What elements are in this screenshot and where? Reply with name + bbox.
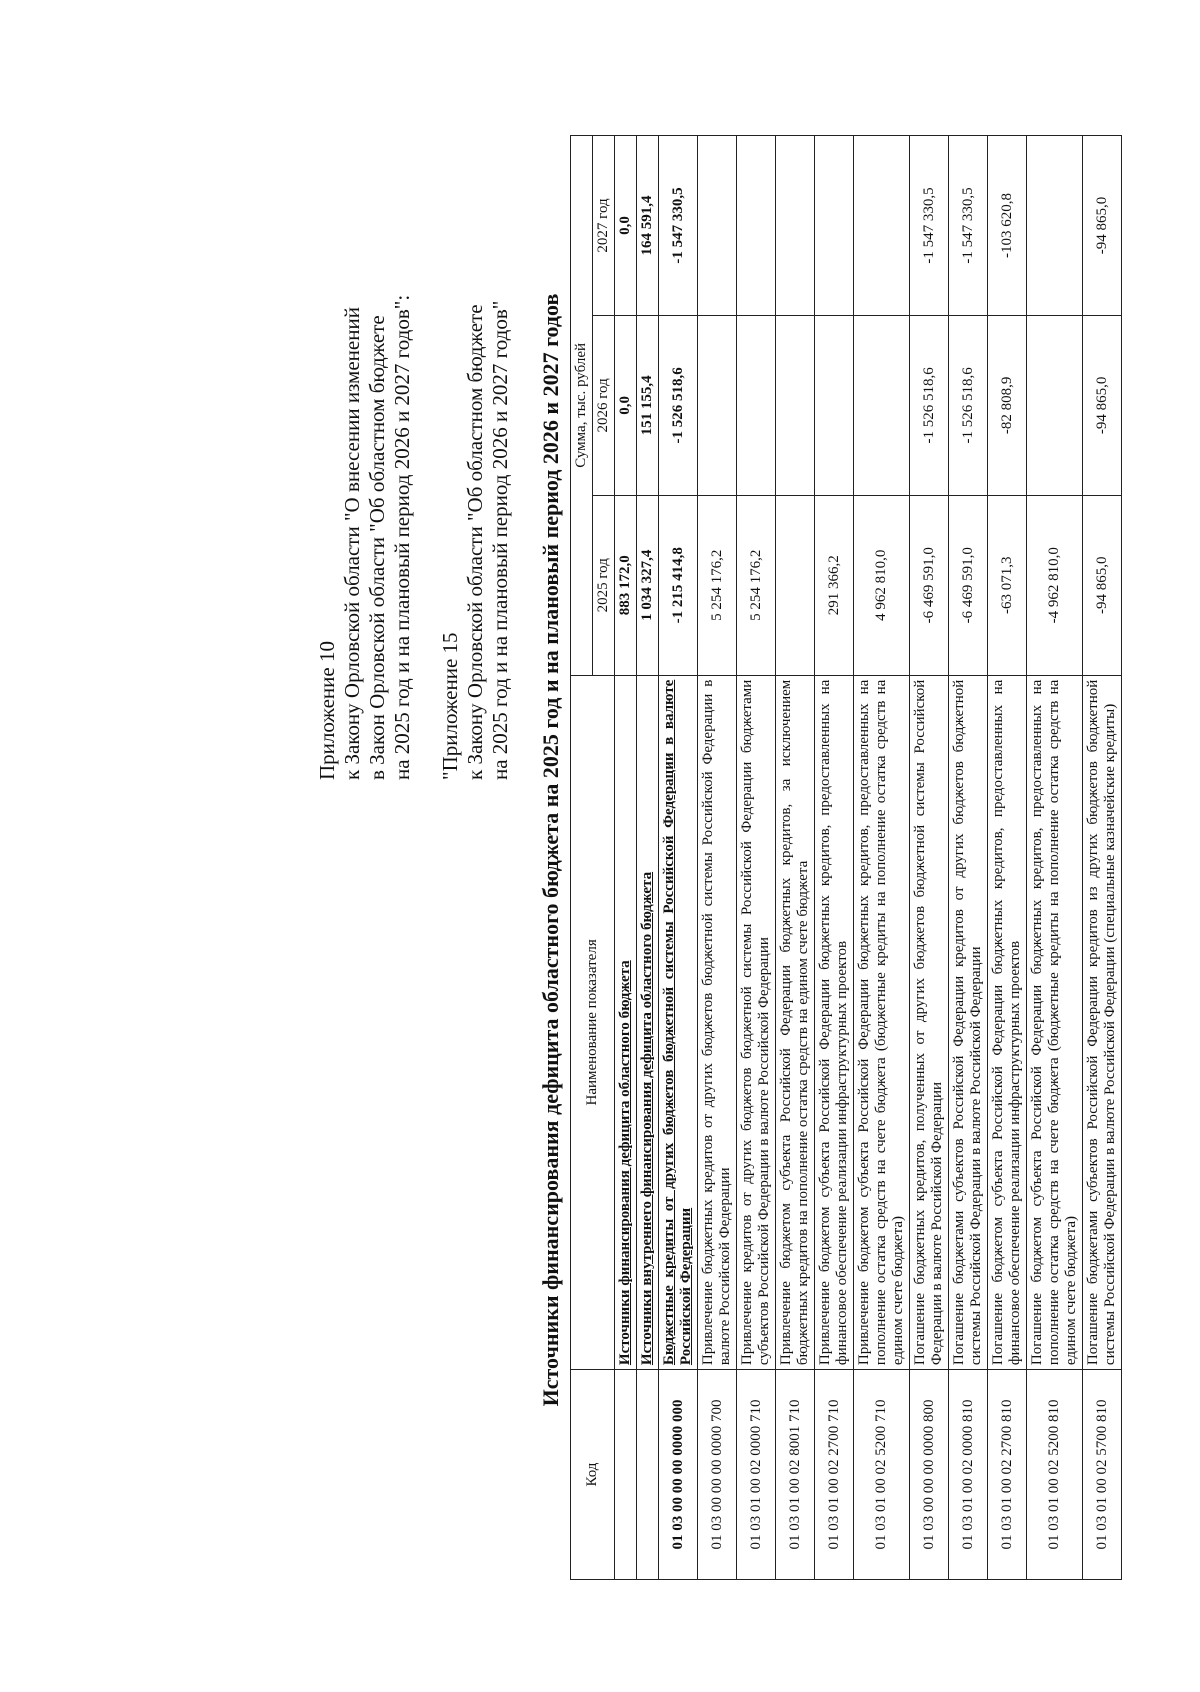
table-row xyxy=(659,136,698,1580)
value-2026 xyxy=(815,315,854,495)
row-name: Привлечение кредитов от других бюджетов бюджетной системы Российской Федерации бюджетами субъектов Российской Федерации в валюте Российской Федерации xyxy=(737,675,776,1369)
year-2025-header: 2025 год xyxy=(593,495,615,675)
value-2026: -82 808,9 xyxy=(988,315,1027,495)
document-title: Источники финансирования дефицита областного бюджета на 2025 год и на плановый период 2026 и 2027 годов xyxy=(538,293,563,1407)
document-sheet xyxy=(310,100,1118,1600)
row-name: Привлечение бюджетом субъекта Российской Федерации бюджетных кредитов, предоставленных на финансовое обеспечение реализации инфраструктурных проектов xyxy=(815,675,854,1369)
value-2025: -1 215 414,8 xyxy=(659,495,698,675)
table-row xyxy=(776,136,815,1580)
appendix-15-law-line: на 2025 год и на плановый период 2026 и 2027 годов" xyxy=(488,300,512,780)
table-row xyxy=(910,136,949,1580)
row-name: Привлечение бюджетом субъекта Российской Федерации бюджетных кредитов, за исключением бюджетных кредитов на пополнение остатка средств на едином счете бюджета xyxy=(776,675,815,1369)
year-2026-header: 2026 год xyxy=(593,315,615,495)
value-2027: -1 547 330,5 xyxy=(659,136,698,316)
value-2026 xyxy=(698,315,737,495)
row-code: 01 03 01 00 02 8001 710 xyxy=(776,1370,815,1580)
table-body xyxy=(615,136,1122,1580)
value-2027: 0,0 xyxy=(615,136,637,316)
value-2025: 1 034 327,4 xyxy=(637,495,659,675)
row-name: Привлечение бюджетом субъекта Российской Федерации бюджетных кредитов, предоставленных на пополнение остатка средств на счете бюджета (бюджетные кредиты на пополнение остатка средств на едином счете бюджета) xyxy=(854,675,910,1369)
value-2026 xyxy=(737,315,776,495)
appendix-10-law-line: на 2025 год и на плановый период 2026 и 2027 годов": xyxy=(390,294,414,780)
table-row xyxy=(637,136,659,1580)
table-row xyxy=(615,136,637,1580)
value-2027: -103 620,8 xyxy=(988,136,1027,316)
value-2025: -94 865,0 xyxy=(1083,495,1122,675)
row-code: 01 03 01 00 02 0000 810 xyxy=(949,1370,988,1580)
row-name: Бюджетные кредиты от других бюджетов бюджетной системы Российской Федерации в валюте Российской Федерации xyxy=(659,675,698,1369)
appendix-15-number: "Приложение 15 xyxy=(438,632,462,780)
table-row xyxy=(1027,136,1083,1580)
row-code: 01 03 01 00 02 5200 810 xyxy=(1027,1370,1083,1580)
row-name: Погашение бюджетом субъекта Российской Федерации бюджетных кредитов, предоставленных на пополнение остатка средств на счете бюджета (бюджетные кредиты на пополнение остатка средств на едином счете бюджета) xyxy=(1027,675,1083,1369)
row-name: Погашение бюджетных кредитов, полученных от других бюджетов бюджетной системы Российской Федерации в валюте Российской Федерации xyxy=(910,675,949,1369)
value-2025: -6 469 591,0 xyxy=(910,495,949,675)
value-2027 xyxy=(815,136,854,316)
value-2025: 5 254 176,2 xyxy=(737,495,776,675)
row-code xyxy=(637,1370,659,1580)
value-2025: 4 962 810,0 xyxy=(854,495,910,675)
value-2026 xyxy=(854,315,910,495)
row-code: 01 03 01 00 02 0000 710 xyxy=(737,1370,776,1580)
table-row xyxy=(949,136,988,1580)
value-2026 xyxy=(776,315,815,495)
row-name: Источники внутреннего финансирования дефицита областного бюджета xyxy=(637,675,659,1369)
year-2027-header: 2027 год xyxy=(593,136,615,316)
row-code xyxy=(615,1370,637,1580)
row-code: 01 03 00 00 00 0000 700 xyxy=(698,1370,737,1580)
name-column-header: Наименование показателя xyxy=(571,675,615,1369)
row-code: 01 03 01 00 02 2700 810 xyxy=(988,1370,1027,1580)
row-name: Привлечение бюджетных кредитов от других бюджетов бюджетной системы Российской Федерации в валюте Российской Федерации xyxy=(698,675,737,1369)
value-2026: -94 865,0 xyxy=(1083,315,1122,495)
row-code: 01 03 00 00 00 0000 800 xyxy=(910,1370,949,1580)
value-2027: -1 547 330,5 xyxy=(910,136,949,316)
value-2025: 291 366,2 xyxy=(815,495,854,675)
value-2025: 5 254 176,2 xyxy=(698,495,737,675)
value-2027 xyxy=(854,136,910,316)
appendix-15-heading xyxy=(438,150,513,780)
financing-sources-table xyxy=(570,135,1122,1580)
value-2026 xyxy=(1027,315,1083,495)
value-2025: 883 172,0 xyxy=(615,495,637,675)
table-row xyxy=(815,136,854,1580)
value-2027: -1 547 330,5 xyxy=(949,136,988,316)
table-row xyxy=(988,136,1027,1580)
value-2026: 151 155,4 xyxy=(637,315,659,495)
appendix-15-law-line: к Закону Орловской области "Об областном бюджете xyxy=(463,304,487,780)
value-2027 xyxy=(698,136,737,316)
value-2026: -1 526 518,6 xyxy=(949,315,988,495)
row-name: Погашение бюджетами субъектов Российской Федерации кредитов от других бюджетов бюджетной системы Российской Федерации в валюте Российской Федерации xyxy=(949,675,988,1369)
table-row xyxy=(1083,136,1122,1580)
table-row xyxy=(698,136,737,1580)
value-2025: -6 469 591,0 xyxy=(949,495,988,675)
row-code: 01 03 00 00 00 0000 000 xyxy=(659,1370,698,1580)
value-2027 xyxy=(776,136,815,316)
appendix-10-heading xyxy=(315,150,415,780)
row-code: 01 03 01 00 02 5200 710 xyxy=(854,1370,910,1580)
row-name: Погашение бюджетом субъекта Российской Федерации бюджетных кредитов, предоставленных на финансовое обеспечение реализации инфраструктурных проектов xyxy=(988,675,1027,1369)
value-2026: -1 526 518,6 xyxy=(910,315,949,495)
appendix-10-law-line: в Закон Орловской области "Об областном бюджете xyxy=(365,315,389,780)
appendix-10-number: Приложение 10 xyxy=(315,641,339,780)
value-2025: -4 962 810,0 xyxy=(1027,495,1083,675)
value-2025: -63 071,3 xyxy=(988,495,1027,675)
value-2026: -1 526 518,6 xyxy=(659,315,698,495)
row-name: Погашение бюджетами субъектов Российской Федерации кредитов из других бюджетов бюджетной системы Российской Федерации в валюте Российской Федерации (специальные казначейские кредиты) xyxy=(1083,675,1122,1369)
value-2025 xyxy=(776,495,815,675)
row-code: 01 03 01 00 02 2700 710 xyxy=(815,1370,854,1580)
value-2027: 164 591,4 xyxy=(637,136,659,316)
table-row xyxy=(737,136,776,1580)
appendix-10-law-line: к Закону Орловской области "О внесении изменений xyxy=(340,307,364,780)
table-row xyxy=(854,136,910,1580)
value-2027 xyxy=(1027,136,1083,316)
value-2027: -94 865,0 xyxy=(1083,136,1122,316)
row-name: Источники финансирования дефицита областного бюджета xyxy=(615,675,637,1369)
code-column-header: Код xyxy=(571,1370,615,1580)
row-code: 01 03 01 00 02 5700 810 xyxy=(1083,1370,1122,1580)
value-2026: 0,0 xyxy=(615,315,637,495)
value-2027 xyxy=(737,136,776,316)
sum-column-header: Сумма, тыс. рублей xyxy=(571,136,593,676)
